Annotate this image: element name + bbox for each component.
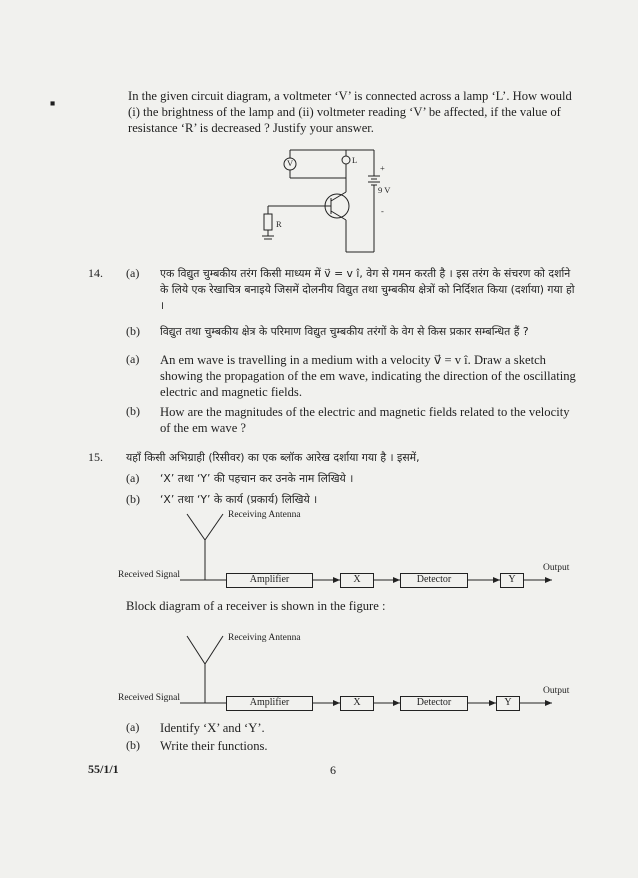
q14-eng-a: An em wave is travelling in a medium with a velocity v⃗ = v î. Draw a sketch showing the propagation of the em wave, indicating the direction of the oscillating electric and magnetic fields. [160, 353, 576, 399]
diagram-2-antenna-label: Receiving Antenna [228, 633, 301, 643]
q15-hindi-intro: यहाँ किसी अभिग्राही (रिसीवर) का एक ब्लॉक आरेख दर्शाया गया है । इसमें, [126, 451, 420, 464]
plus-label: + [380, 163, 385, 173]
diagram-1-y-box: Y [500, 573, 524, 588]
minus-label: - [381, 206, 384, 216]
voltmeter-label: V [287, 158, 294, 168]
q14-number: 14. [88, 266, 103, 280]
q14-hindi-a: एक विद्युत चुम्बकीय तरंग किसी माध्यम में v⃗ = v î, वेग से गमन करती है । इस तरंग के संचरण को दर्शाने के लिये एक रेखाचित्र बनाइये जिसमें दोलनीय विद्युत तथा चुम्बकीय क्षेत्रों को निर्दिशत किया (दर्शाया) गया हो । [160, 267, 575, 312]
diagram-1-x-box: X [340, 573, 374, 588]
q15-eng-b: Write their functions. [160, 739, 268, 753]
resistor-label: R [276, 219, 282, 229]
q15-number: 15. [88, 450, 103, 464]
q14-eng-b-label: (b) [126, 404, 140, 418]
q15-hindi-a: ‘X’ तथा ‘Y’ की पहचान कर उनके नाम लिखिये । [160, 472, 354, 485]
q15-hindi-a-label: (a) [126, 471, 140, 485]
q14-hindi-b: विद्युत तथा चुम्बकीय क्षेत्र के परिमाण विद्युत चुम्बकीय तरंगों के वेग से किस प्रकार सम्बन्धित हैं ? [160, 325, 529, 338]
diagram-1-input-label: Received Signal [118, 570, 180, 580]
q15-hindi-b-label: (b) [126, 492, 140, 506]
lamp-label: L [352, 155, 358, 165]
diagram-2-detector-box: Detector [400, 696, 468, 711]
diagram-2-input-label: Received Signal [118, 693, 180, 703]
diagram-1-output-label: Output [543, 563, 570, 573]
q15-eng-a: Identify ‘X’ and ‘Y’. [160, 721, 265, 735]
margin-bullet: ■ [50, 98, 56, 108]
q15-eng-b-label: (b) [126, 738, 140, 752]
diagram-2-x-box: X [340, 696, 374, 711]
q14-hindi-a-label: (a) [126, 266, 140, 280]
diagram-1-antenna-label: Receiving Antenna [228, 510, 301, 520]
q14-hindi-b-label: (b) [126, 324, 140, 338]
diagram-2-y-box: Y [496, 696, 520, 711]
q14-eng-b: How are the magnitudes of the electric and magnetic fields related to the velocity of the em wave ? [160, 405, 570, 435]
page-number: 6 [330, 763, 336, 777]
diagram-1-detector-box: Detector [400, 573, 468, 588]
q15-eng-intro: Block diagram of a receiver is shown in the figure : [126, 599, 386, 613]
diagram-1-amplifier-box: Amplifier [226, 573, 313, 588]
q15-eng-a-label: (a) [126, 720, 140, 734]
q14-eng-a-label: (a) [126, 352, 140, 366]
q13-text: In the given circuit diagram, a voltmeter ‘V’ is connected across a lamp ‘L’. How would (i) the brightness of the lamp and (ii) voltmeter reading ‘V’ be affected, if the value of resistance ‘R’ is decreased ? Justify your answer. [128, 89, 572, 135]
diagram-2-amplifier-box: Amplifier [226, 696, 313, 711]
battery-label: 9 V [378, 185, 391, 195]
q15-hindi-b: ‘X’ तथा ‘Y’ के कार्य (प्रकार्य) लिखिये । [160, 493, 318, 506]
diagram-2-output-label: Output [543, 686, 570, 696]
footer-code: 55/1/1 [88, 762, 119, 776]
